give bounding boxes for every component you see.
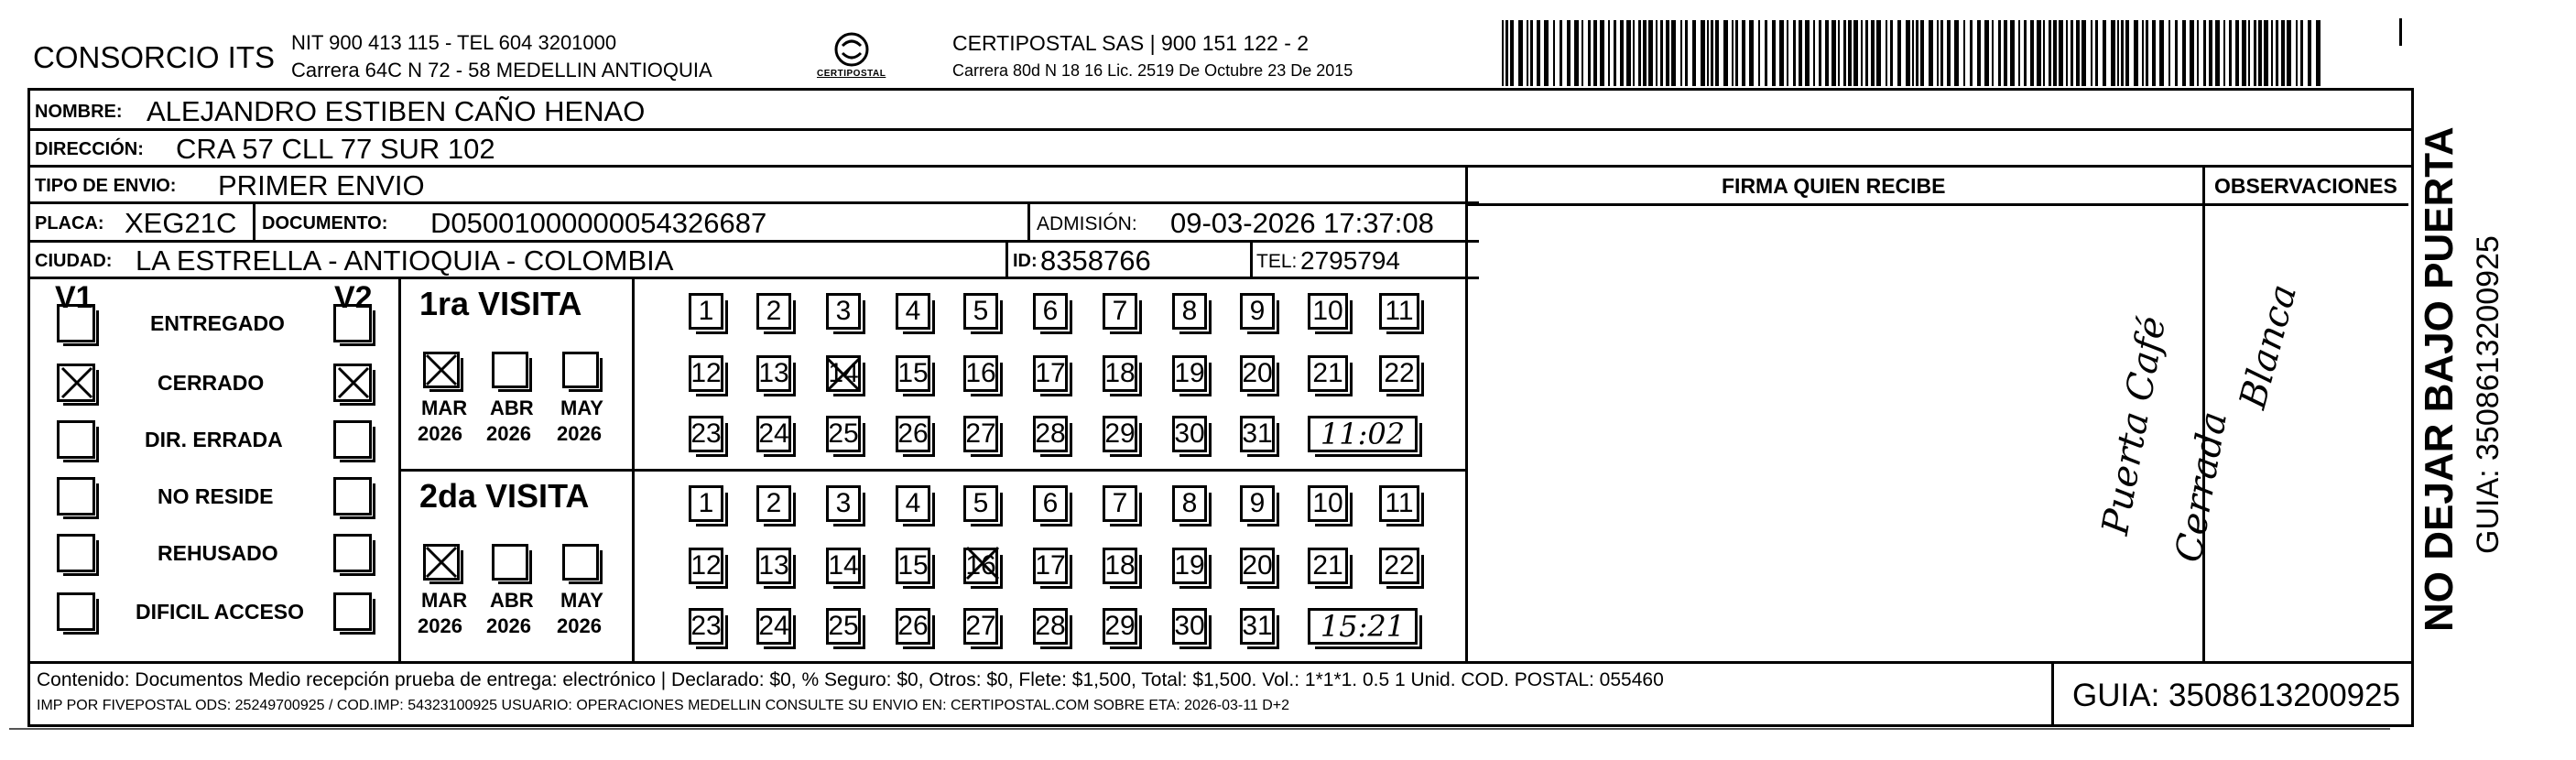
day-box[interactable]: 20 [1240,548,1275,584]
day-box[interactable]: 15 [896,548,930,584]
day-box[interactable]: 12 [689,355,723,392]
visit-title: 1ra VISITA [419,285,582,322]
day-box[interactable]: 14 [826,548,861,584]
day-box[interactable]: 26 [896,416,930,452]
day-box[interactable]: 18 [1103,548,1137,584]
observations-header: OBSERVACIONES [2214,174,2397,198]
year-label: 2026 [418,422,462,445]
handwritten-x-mark [423,352,460,388]
day-box[interactable]: 19 [1172,355,1207,392]
city-label: CIUDAD: [35,251,113,271]
cut-mark [2399,18,2402,46]
certipostal-line: CERTIPOSTAL SAS | 900 151 122 - 2 [952,31,1310,55]
day-box[interactable]: 3 [826,485,861,522]
status-label: DIFICIL ACCESO [136,600,305,624]
day-box[interactable]: 1 [689,293,723,330]
imp-line: IMP POR FIVEPOSTAL ODS: 25249700925 / COD.IMP: 54323100925 USUARIO: OPERACIONES MEDELLIN CONSULTE SU ENVIO EN: CERTIPOSTAL.COM SOBRE ETA: 2026-03-11 D+2 [37,698,1290,713]
day-box[interactable]: 8 [1172,293,1207,330]
day-box[interactable]: 21 [1308,548,1348,584]
day-box[interactable]: 23 [689,608,723,645]
address-label: DIRECCIÓN: [35,139,144,159]
day-box[interactable]: 4 [896,293,930,330]
admission-date: 09-03-2026 17:37:08 [1170,207,1434,239]
month-label: MAY [560,396,603,419]
month-checkbox[interactable] [562,544,599,581]
status-v2-checkbox[interactable] [333,304,372,342]
recipient-name: ALEJANDRO ESTIBEN CAÑO HENAO [147,95,646,127]
day-box[interactable]: 25 [826,416,861,452]
day-box[interactable]: 11 [1379,485,1419,522]
nit-line: NIT 900 413 115 - TEL 604 3201000 [291,31,617,54]
day-box[interactable]: 12 [689,548,723,584]
send-type: PRIMER ENVIO [218,169,425,201]
day-box[interactable]: 2 [756,485,791,522]
footer-guia: GUIA: 3508613200925 [2072,678,2401,713]
day-box[interactable]: 21 [1308,355,1348,392]
day-box[interactable]: 26 [896,608,930,645]
status-v2-checkbox[interactable] [333,420,372,459]
day-box[interactable]: 13 [756,355,791,392]
year-label: 2026 [486,422,531,445]
day-box[interactable]: 28 [1033,416,1068,452]
tel-label: TEL: [1256,251,1298,272]
status-label: ENTREGADO [150,311,285,335]
status-v2-checkbox[interactable] [333,477,372,516]
day-box[interactable]: 5 [963,485,998,522]
handwritten-x-mark [335,364,372,401]
day-box[interactable]: 14 [826,355,861,392]
barcode [1502,20,2326,86]
day-box[interactable]: 24 [756,608,791,645]
observations-handwriting: Puerta Café Cerrada Blanca [2094,279,2306,566]
day-box[interactable]: 30 [1172,608,1207,645]
day-box[interactable]: 27 [963,608,998,645]
admission-label: ADMISIÓN: [1037,213,1137,234]
day-box[interactable]: 23 [689,416,723,452]
day-box[interactable]: 10 [1308,485,1348,522]
logo-text: CERTIPOSTAL [817,69,886,79]
year-label: 2026 [557,614,602,637]
day-box[interactable]: 29 [1103,416,1137,452]
signature-area[interactable] [1468,206,2202,661]
day-box[interactable]: 18 [1103,355,1137,392]
day-box[interactable]: 6 [1033,293,1068,330]
document-label: DOCUMENTO: [262,213,388,233]
send-type-label: TIPO DE ENVIO: [35,176,177,196]
v1-label: V1 [55,280,93,315]
day-box[interactable]: 17 [1033,548,1068,584]
certipostal-logo [815,27,888,92]
day-box[interactable]: 25 [826,608,861,645]
company-address: Carrera 64C N 72 - 58 MEDELLIN ANTIOQUIA [291,59,712,81]
status-v2-checkbox[interactable] [333,534,372,572]
day-box[interactable]: 31 [1240,416,1275,452]
day-box[interactable]: 22 [1379,548,1419,584]
status-v1-checkbox[interactable] [57,420,95,459]
status-label: CERRADO [158,371,265,395]
status-label: NO RESIDE [158,484,274,508]
day-box[interactable]: 8 [1172,485,1207,522]
year-label: 2026 [557,422,602,445]
month-label: ABR [490,589,534,612]
visit-title: 2da VISITA [419,477,590,515]
company-name: CONSORCIO ITS [33,40,276,74]
status-label: REHUSADO [158,541,278,565]
day-box[interactable]: 11 [1379,293,1419,330]
day-box[interactable]: 19 [1172,548,1207,584]
no-dejar-bajo-puerta: NO DEJAR BAJO PUERTA [2417,126,2462,632]
city: LA ESTRELLA - ANTIOQUIA - COLOMBIA [136,244,674,277]
id-label: ID: [1013,251,1038,271]
day-box[interactable]: 13 [756,548,791,584]
signature-header: FIRMA QUIEN RECIBE [1722,174,1946,198]
tel-value: 2795794 [1300,246,1401,275]
day-box[interactable]: 6 [1033,485,1068,522]
status-label: DIR. ERRADA [145,428,283,451]
day-box[interactable]: 28 [1033,608,1068,645]
content-line: Contenido: Documentos Medio recepción prueba de entrega: electrónico | Declarado: $0, % Seguro: $0, Otros: $0, Flete: $1,500, Total: $1,500. Vol.: 1*1*1. 0.5 1 Unid. COD. POSTAL: 055460 [37,669,1664,690]
status-v1-checkbox[interactable] [57,534,95,572]
certipostal-address: Carrera 80d N 18 16 Lic. 2519 De Octubre 23 De 2015 [952,61,1353,80]
month-label: ABR [490,396,534,419]
year-label: 2026 [486,614,531,637]
day-box[interactable]: 30 [1172,416,1207,452]
month-label: MAR [421,396,468,419]
handwritten-x-mark [423,544,460,581]
day-box[interactable]: 31 [1240,608,1275,645]
document-number: D05001000000054326687 [430,207,767,239]
day-box[interactable]: 22 [1379,355,1419,392]
day-box[interactable]: 1 [689,485,723,522]
handwritten-x-mark [824,355,863,394]
day-box[interactable]: 17 [1033,355,1068,392]
status-v2-checkbox[interactable] [333,592,372,631]
day-box[interactable]: 7 [1103,485,1137,522]
day-box[interactable]: 4 [896,485,930,522]
day-box[interactable]: 5 [963,293,998,330]
day-box[interactable]: 15 [896,355,930,392]
day-box[interactable]: 2 [756,293,791,330]
month-checkbox[interactable] [562,352,599,388]
handwritten-x-mark [59,364,95,401]
month-label: MAY [560,589,603,612]
side-guia: GUIA: 3508613200925 [2471,235,2505,554]
day-box[interactable]: 20 [1240,355,1275,392]
day-box[interactable]: 7 [1103,293,1137,330]
recipient-address: CRA 57 CLL 77 SUR 102 [176,133,495,165]
status-v1-checkbox[interactable] [57,592,95,631]
time-box: 15:21 [1308,608,1418,645]
year-label: 2026 [418,614,462,637]
v2-label: V2 [334,280,373,315]
plate: XEG21C [125,207,237,239]
month-label: MAR [421,589,468,612]
day-box[interactable]: 29 [1103,608,1137,645]
day-box[interactable]: 16 [963,548,998,584]
day-box[interactable]: 27 [963,416,998,452]
day-box[interactable]: 24 [756,416,791,452]
day-box[interactable]: 9 [1240,485,1275,522]
month-checkbox[interactable] [492,544,528,581]
plate-label: PLACA: [35,213,104,233]
time-box: 11:02 [1308,416,1418,452]
day-box[interactable]: 9 [1240,293,1275,330]
day-box[interactable]: 16 [963,355,998,392]
status-v1-checkbox[interactable] [57,477,95,516]
handwritten-x-mark [963,544,1002,582]
id-value: 8358766 [1040,244,1151,277]
bottom-rule [9,728,2390,730]
month-checkbox[interactable] [492,352,528,388]
name-label: NOMBRE: [35,102,123,122]
day-box[interactable]: 3 [826,293,861,330]
status-v1-checkbox[interactable] [57,304,95,342]
day-box[interactable]: 10 [1308,293,1348,330]
